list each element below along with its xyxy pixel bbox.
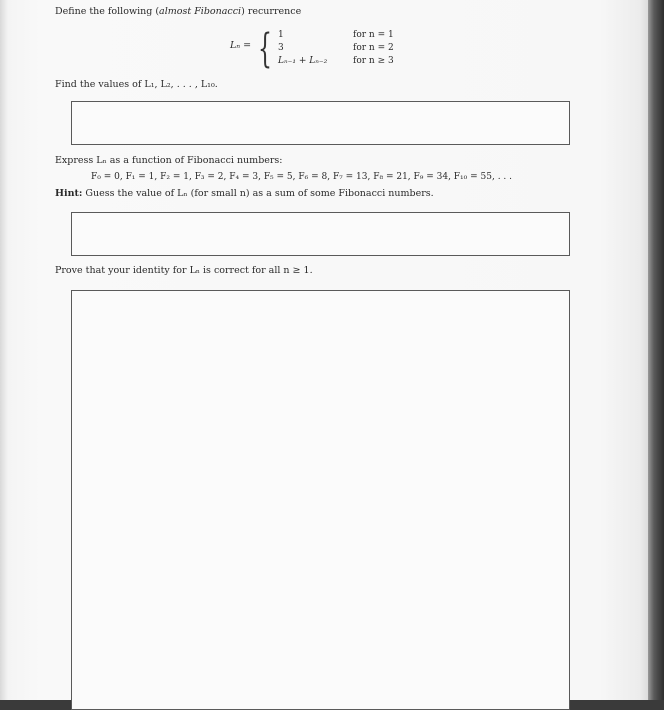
recurrence-definition [230,26,410,76]
intro-text [55,6,301,18]
case-1-cond: for n = 1 [353,30,394,40]
answer-box-3[interactable] [71,290,570,710]
answer-box-2[interactable] [71,212,570,256]
question-1-text: Find the values of L₁, L₂, . . . , L₁₀. [55,79,218,90]
case-3-cond: for n ≥ 3 [353,56,394,66]
answer-box-1[interactable] [71,101,570,145]
hint-line [55,188,434,200]
case-2-cond: for n = 2 [353,43,394,53]
left-brace-icon: { [258,26,272,72]
case-2-expr: 3 [278,43,284,53]
intro-prefix: Define the following ( [55,6,160,17]
question-3-text: Prove that your identity for Lₙ is correct for all n ≥ 1. [55,265,313,276]
intro-emphasis: almost Fibonacci [159,6,242,17]
hint-label: Hint: [55,188,83,199]
intro-suffix: ) recurrence [241,6,302,17]
page-edge-shadow [648,0,664,700]
case-3-expr: Lₙ₋₁ + Lₙ₋₂ [278,56,328,66]
recurrence-lhs: Lₙ = [230,40,252,51]
hint-text: Guess the value of Lₙ (for small n) as a sum of some Fibonacci numbers. [85,188,434,199]
case-1-expr: 1 [278,30,284,40]
fibonacci-sequence: F₀ = 0, F₁ = 1, F₂ = 1, F₃ = 2, F₄ = 3, F₅ = 5, F₆ = 8, F₇ = 13, F₈ = 21, F₉ = 34, F₁₀ = 55, . . . [91,172,513,182]
question-2-text: Express Lₙ as a function of Fibonacci numbers: [55,155,283,166]
